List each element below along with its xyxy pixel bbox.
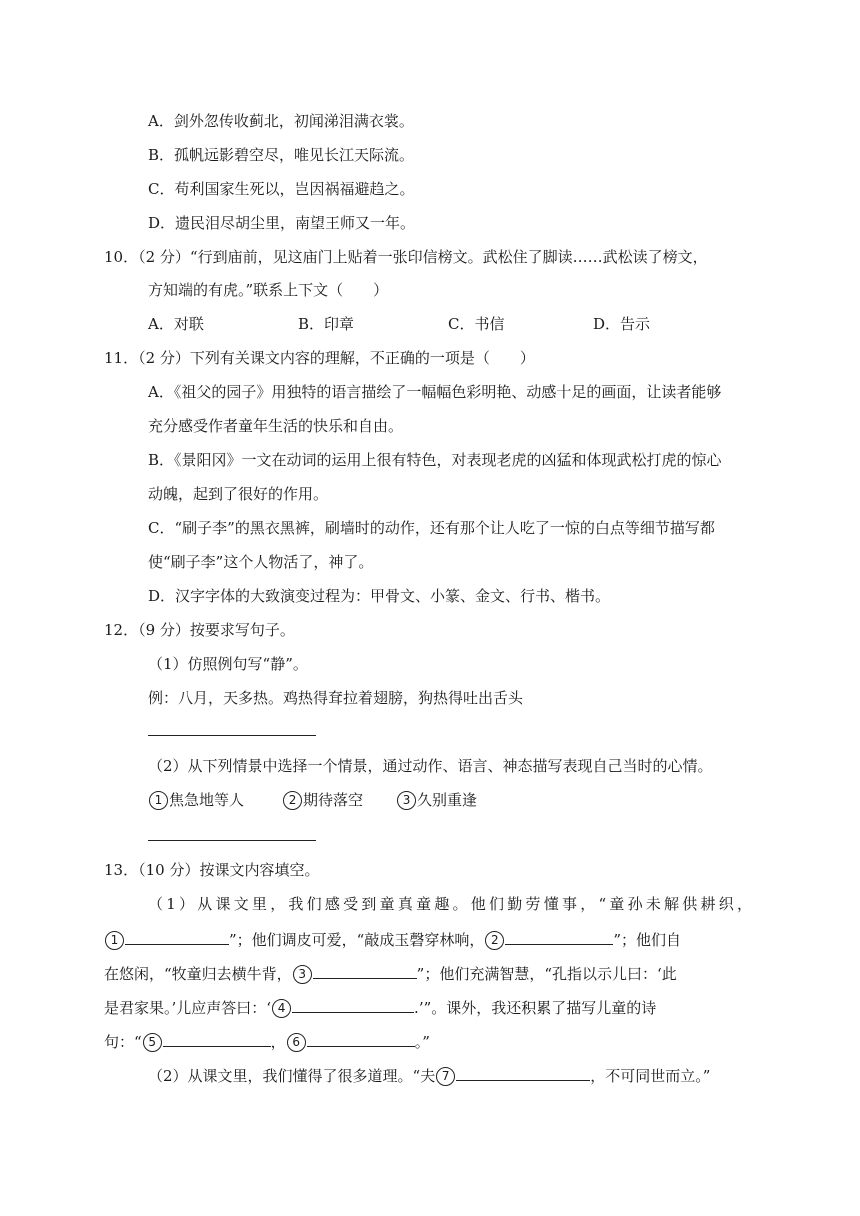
circled-number-4: 4 [272, 999, 291, 1018]
q11-option-b-line2: 动魄，起到了很好的作用。 [148, 485, 329, 503]
scene-3: 久别重逢 [417, 791, 478, 809]
q13-part1-line1: （1）从课文里，我们感受到童真童趣。他们勤劳懂事，“童孙未解供耕织， [148, 895, 752, 913]
q11-option-a-line1: A．《祖父的园子》用独特的语言描绘了一幅幅色彩明艳、动感十足的画面，让读者能够 [148, 383, 722, 401]
q12-answer-line-2[interactable] [148, 840, 316, 841]
q10-stem-line1: 10．（2 分）“行到庙前，见这庙门上贴着一张印信榜文。武松住了脚读……武松读了榜文， [104, 248, 708, 266]
q10-option-c: C．书信 [448, 315, 505, 333]
q11-stem: 11．（2 分）下列有关课文内容的理解，不正确的一项是（ ） [104, 349, 535, 367]
text-segment: ”；他们充满智慧，“孔指以示儿曰：‘此 [416, 965, 677, 983]
q10-option-a: A．对联 [148, 315, 204, 333]
q11-option-b-line1: B．《景阳冈》一文在动词的运用上很有特色，对表现老虎的凶猛和体现武松打虎的惊心 [148, 451, 722, 469]
q11-option-a-line2: 充分感受作者童年生活的快乐和自由。 [148, 417, 404, 435]
text-segment: ， [270, 1033, 286, 1051]
text-segment: 。” [414, 1033, 430, 1051]
circled-number-3: 3 [397, 791, 416, 810]
blank-1[interactable] [125, 928, 229, 945]
circled-number-3: 3 [293, 965, 312, 984]
q13-part1-line4 [104, 996, 656, 1018]
q11-option-d: D．汉字字体的大致演变过程为：甲骨文、小篆、金文、行书、楷书。 [148, 587, 611, 605]
q9-option-d: D．遗民泪尽胡尘里，南望王师又一年。 [148, 214, 416, 232]
q10-stem-line2: 方知端的有虎。”联系上下文（ ） [148, 281, 389, 299]
text-segment: ，不可同世而立。” [590, 1067, 711, 1085]
text-segment: .’”。课外，我还积累了描写儿童的诗 [414, 999, 657, 1017]
text-segment: （2）从课文里，我们懂得了很多道理。“夫 [148, 1067, 436, 1085]
circled-number-6: 6 [287, 1033, 306, 1052]
q11-option-c-line1: C．“刷子李”的黑衣黑裤，刷墙时的动作，还有那个让人吃了一惊的白点等细节描写都 [148, 519, 715, 537]
q9-option-a: A．剑外忽传收蓟北，初闻涕泪满衣裳。 [148, 112, 414, 130]
q13-part2-line1 [148, 1064, 710, 1086]
circled-number-1: 1 [105, 931, 124, 950]
q13-part1-line5 [104, 1030, 430, 1052]
q12-part1-prompt: （1）仿照例句写“静”。 [148, 655, 308, 673]
blank-3[interactable] [313, 962, 417, 979]
q10-option-b: B．印章 [298, 315, 355, 333]
q12-example: 例：八月，天多热。鸡热得耷拉着翅膀，狗热得吐出舌头 [148, 689, 524, 707]
q12-stem: 12．（9 分）按要求写句子。 [104, 621, 295, 639]
blank-6[interactable] [307, 1030, 415, 1047]
q10-option-d: D．告示 [593, 315, 651, 333]
q13-part1-line3 [104, 962, 677, 984]
text-segment: 句：“ [104, 1033, 142, 1051]
blank-4[interactable] [292, 996, 414, 1013]
scene-1: 焦急地等人 [169, 791, 245, 809]
q13-part1-line2 [104, 928, 681, 950]
blank-5[interactable] [163, 1030, 271, 1047]
q9-option-c: C．苟利国家生死以，岂因祸福避趋之。 [148, 180, 415, 198]
q13-stem: 13．（10 分）按课文内容填空。 [104, 861, 320, 879]
q12-answer-line-1[interactable] [148, 735, 316, 736]
blank-2[interactable] [505, 928, 613, 945]
q9-option-b: B．孤帆远影碧空尽，唯见长江天际流。 [148, 146, 415, 164]
circled-number-2: 2 [485, 931, 504, 950]
text-segment: ”；他们自 [613, 931, 682, 949]
text-segment: 在悠闲，“牧童归去横牛背， [104, 965, 292, 983]
blank-7[interactable] [456, 1064, 590, 1081]
circled-number-5: 5 [143, 1033, 162, 1052]
q12-part2-prompt: （2）从下列情景中选择一个情景，通过动作、语言、神态描写表现自己当时的心情。 [148, 757, 713, 775]
q11-option-c-line2: 使“刷子李”这个人物活了，神了。 [148, 553, 374, 571]
text-segment: ”；他们调皮可爱，“敲成玉磬穿林响， [229, 931, 485, 949]
text-segment: 是君家果。’儿应声答曰：‘ [104, 999, 272, 1017]
scene-2: 期待落空 [303, 791, 364, 809]
circled-number-7: 7 [436, 1067, 455, 1086]
circled-number-2: 2 [283, 791, 302, 810]
q12-scenes [148, 790, 477, 810]
circled-number-1: 1 [149, 791, 168, 810]
